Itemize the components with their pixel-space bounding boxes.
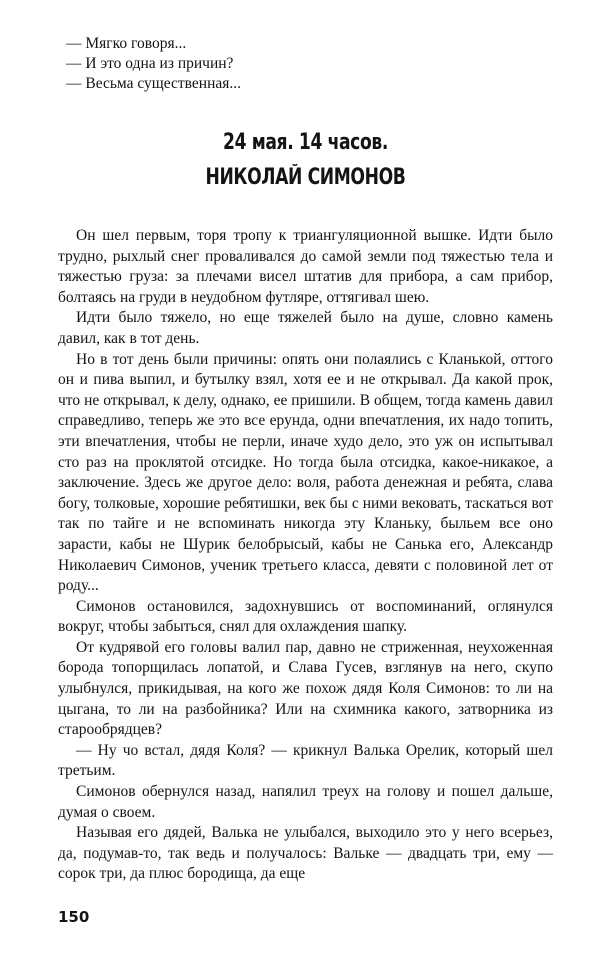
chapter-title: НИКОЛАЙ СИМОНОВ [205,165,406,190]
dialogue-line: — Весьма существенная... [66,75,241,92]
paragraph: Но в тот день были причины: опять они полаялись с Кланькой, оттого он и пива выпил, и бутылку взял, хотя ее и не открывал. Да какой прок, что не открывал, к делу, однако, ее пришили. В общем, тогда камень давил справедливо, теперь же это все ерунда, одни впечатления, их надо топить, эти впечатления, чтобы не перли, иначе худо дело, это уж он испытывал сто раз на проклятой отсидке. Но тогда была отсидка, какое-никакое, а заключение. Здесь же другое дело: воля, работа денежная и ребята, слава богу, толковые, хорошие ребятишки, век бы с ними вековать, таскаться вот так по тайге и не вспоминать никогда эту Кланьку, быльем все оно зарасти, кабы не Шурик белобрысый, кабы не Санька его, Александр Николаевич Симонов, ученик третьего класса, девяти с половиной лет от роду... [58,350,553,595]
chapter-date: 24 мая. 14 часов. [223,130,388,155]
paragraph: Называя его дядей, Валька не улыбался, выходило это у него всерьез, да, подумав-то, так ведь и получалось: Вальке — двадцать три, ему — сорок три, да плюс бородища, да еще [58,824,553,883]
paragraph: — Ну чо встал, дядя Коля? — крикнул Валька Орелик, который шел третьим. [58,741,553,780]
paragraph: Он шел первым, торя тропу к триангуляционной вышке. Идти было трудно, рыхлый снег проваливался до самой земли под тяжестью тела и тяжестью груза: за плечами висел штатив для прибора, а сам прибор, болтаясь на груди в неудобном футляре, оттягивал шею. [58,227,553,306]
body-text [58,226,553,885]
paragraph: От кудрявой его головы валил пар, давно не стриженная, неухоженная борода топорщилась лопатой, и Слава Гусев, взглянув на него, скупо улыбнулся, прикидывая, на кого же похож дядя Коля Симонов: то ли на цыгана, то ли на разбойника? Или на схимника какого, затворника из старообрядцев? [58,638,553,739]
chapter-heading [58,128,553,194]
paragraph: Симонов обернулся назад, напялил треух на голову и пошел дальше, думая о своем. [58,783,553,821]
opening-dialogue [66,34,553,94]
dialogue-line: — И это одна из причин? [66,55,234,72]
book-page [58,34,553,934]
page-number: 150 [58,908,90,926]
dialogue-line: — Мягко говоря... [66,35,187,52]
paragraph: Идти было тяжело, но еще тяжелей было на душе, словно камень давил, как в тот день. [58,309,553,347]
paragraph: Симонов остановился, задохнувшись от воспоминаний, оглянулся вокруг, чтобы забыться, снял для охлаждения шапку. [58,597,553,636]
